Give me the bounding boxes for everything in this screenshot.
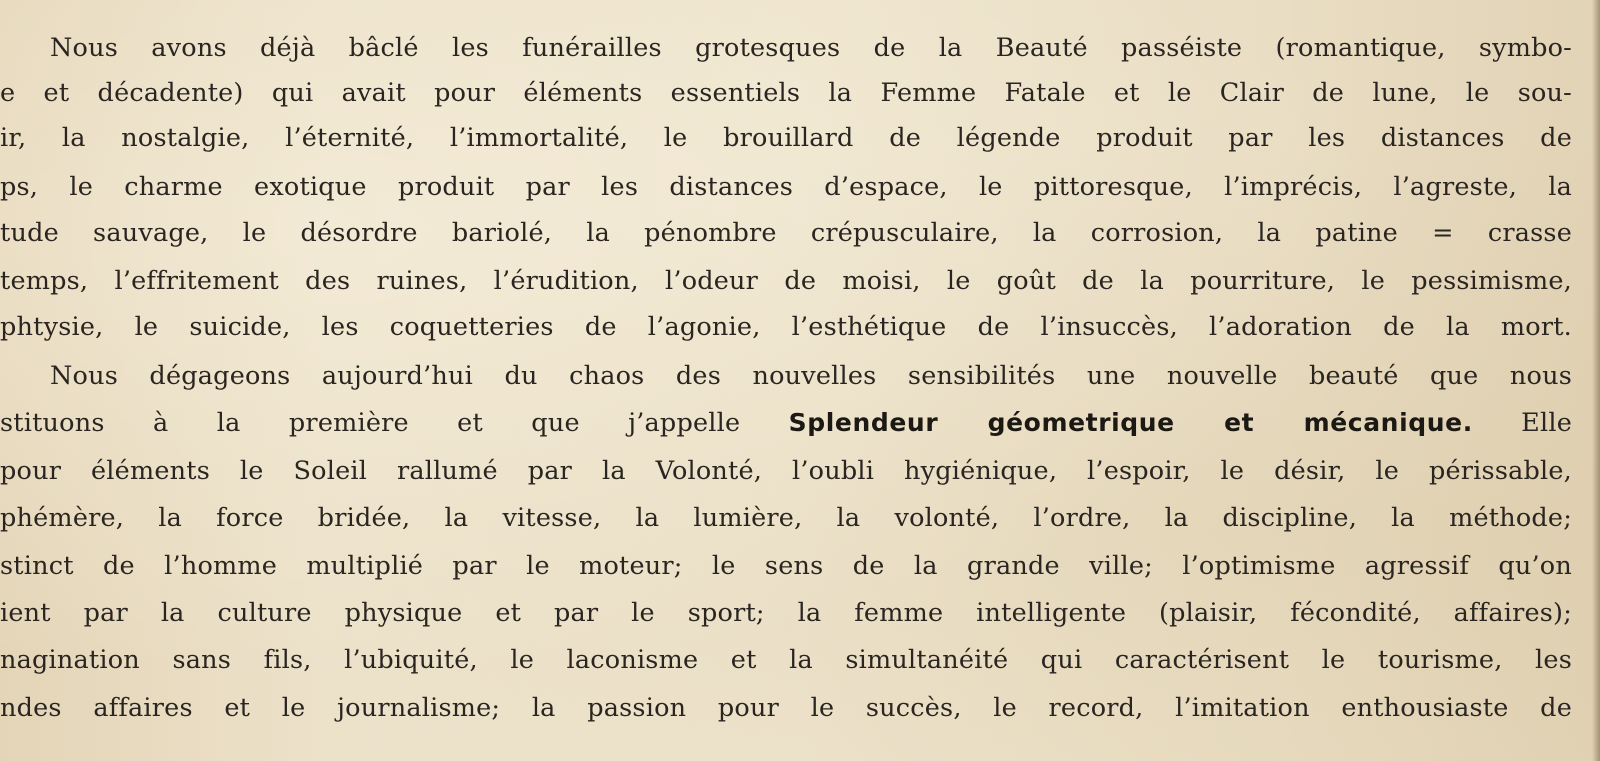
text-line: nagination sans fils, l’ubiquité, le laconisme et la simultanéité qui caractérisent le tourisme, les: [0, 645, 1572, 675]
page-edge-shadow: [1592, 0, 1600, 761]
text-line-start: stituons à la première et que j’appelle: [0, 408, 789, 438]
text-line: ps, le charme exotique produit par les distances d’espace, le pittoresque, l’imprécis, l’agreste, la: [0, 172, 1572, 202]
text-line: pour éléments le Soleil rallumé par la Volonté, l’oubli hygiénique, l’espoir, le désir, le périssable,: [0, 456, 1572, 486]
text-line: phémère, la force bridée, la vitesse, la lumière, la volonté, l’ordre, la discipline, la méthode;: [0, 503, 1572, 533]
text-line: stinct de l’homme multiplié par le moteur; le sens de la grande ville; l’optimisme agressif qu’on: [0, 551, 1572, 581]
text-line: ir, la nostalgie, l’éternité, l’immortalité, le brouillard de légende produit par les distances de: [0, 123, 1572, 153]
text-line: e et décadente) qui avait pour éléments essentiels la Femme Fatale et le Clair de lune, le sou-: [0, 78, 1572, 108]
text-line: Nous avons déjà bâclé les funérailles grotesques de la Beauté passéiste (romantique, symbo-: [50, 33, 1572, 63]
emphasis-phrase: Splendeur géometrique et mécanique.: [788, 408, 1473, 437]
text-line: tude sauvage, le désordre bariolé, la pénombre crépusculaire, la corrosion, la patine = crasse: [0, 218, 1572, 248]
text-line: phtysie, le suicide, les coquetteries de l’agonie, l’esthétique de l’insuccès, l’adoration de la mort.: [0, 312, 1572, 342]
text-line-with-emphasis: [0, 408, 1572, 438]
text-line: ndes affaires et le journalisme; la passion pour le succès, le record, l’imitation enthousiaste de: [0, 693, 1572, 723]
text-line: Nous dégageons aujourd’hui du chaos des nouvelles sensibilités une nouvelle beauté que nous: [50, 361, 1572, 391]
text-line-end: Elle: [1472, 408, 1573, 438]
text-line: ient par la culture physique et par le sport; la femme intelligente (plaisir, fécondité, affaires);: [0, 598, 1572, 628]
text-line: temps, l’effritement des ruines, l’érudition, l’odeur de moisi, le goût de la pourriture, le pessimisme,: [0, 266, 1572, 296]
text-line-cut-off: [0, 745, 1572, 761]
